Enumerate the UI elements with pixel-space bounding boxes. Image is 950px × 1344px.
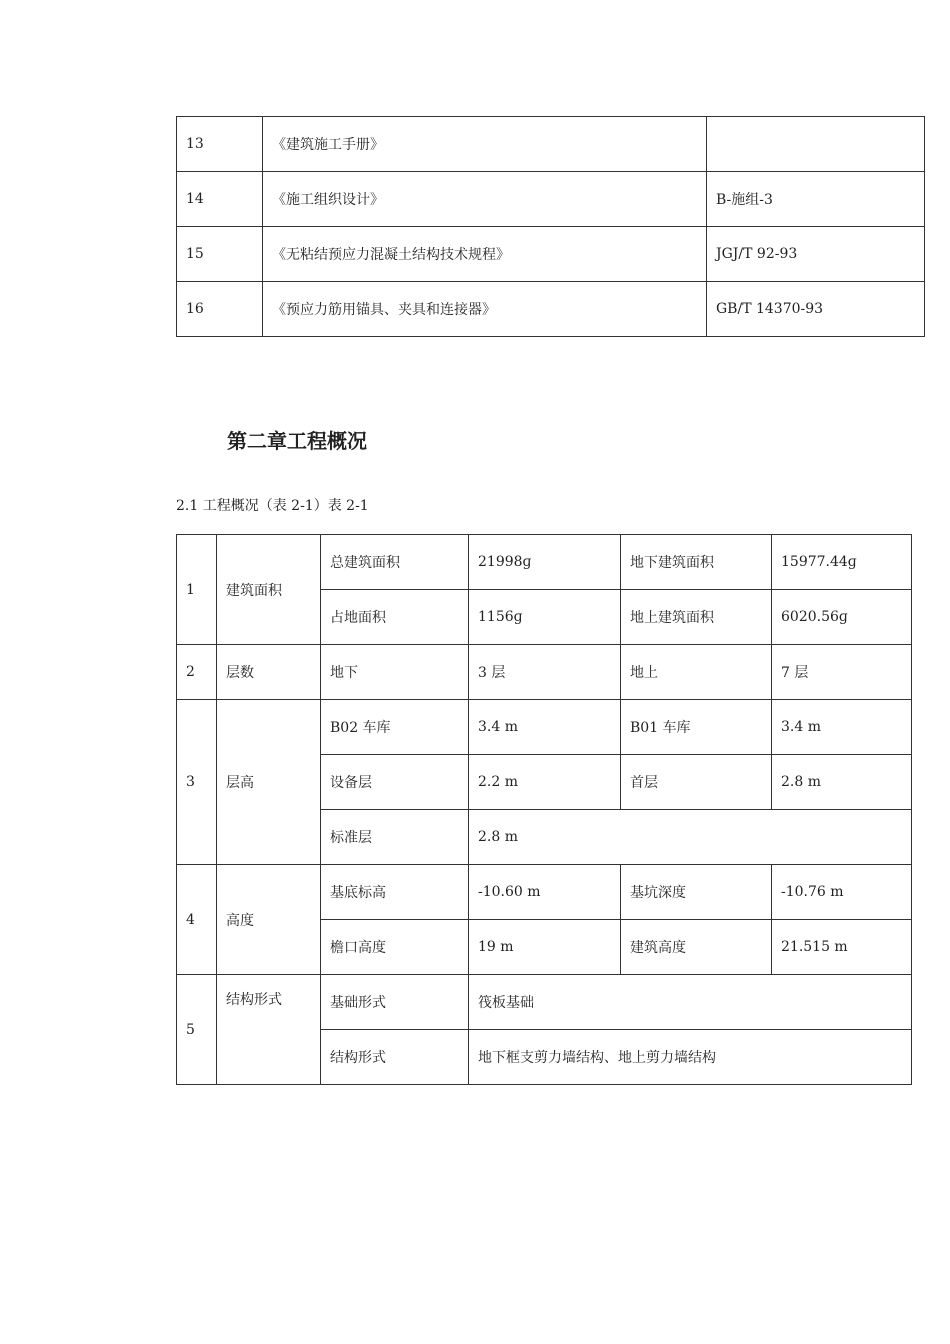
row-category: 高度	[217, 865, 321, 975]
ref-title: 《建筑施工手册》	[263, 117, 707, 172]
row-number: 4	[177, 865, 217, 975]
ref-number: 16	[177, 282, 263, 337]
cell-label: 地下建筑面积	[621, 535, 772, 590]
row-number: 3	[177, 700, 217, 865]
row-number: 2	[177, 645, 217, 700]
cell-value: 6020.56ɡ	[772, 590, 912, 645]
reference-standards-table	[176, 116, 925, 337]
cell-label: 标准层	[321, 810, 469, 865]
cell-label: 总建筑面积	[321, 535, 469, 590]
cell-label: 建筑高度	[621, 920, 772, 975]
row-category: 结构形式	[217, 975, 321, 1085]
cell-label: B01 车库	[621, 700, 772, 755]
chapter-title: 第二章工程概况	[227, 429, 367, 453]
cell-label: 地下	[321, 645, 469, 700]
ref-title: 《无粘结预应力混凝土结构技术规程》	[263, 227, 707, 282]
cell-value: 3.4 m	[772, 700, 912, 755]
row-category: 建筑面积	[217, 535, 321, 645]
cell-value: -10.60 m	[469, 865, 621, 920]
table-row	[177, 227, 925, 282]
table-row	[177, 700, 912, 755]
table-row	[177, 865, 912, 920]
row-number: 1	[177, 535, 217, 645]
cell-value: 3.4 m	[469, 700, 621, 755]
cell-label: 基坑深度	[621, 865, 772, 920]
cell-value: 3 层	[469, 645, 621, 700]
cell-label: 檐口高度	[321, 920, 469, 975]
cell-value: 21.515 m	[772, 920, 912, 975]
ref-number: 13	[177, 117, 263, 172]
ref-title: 《施工组织设计》	[263, 172, 707, 227]
cell-label: 地上	[621, 645, 772, 700]
cell-label: 设备层	[321, 755, 469, 810]
cell-value: 地下框支剪力墙结构、地上剪力墙结构	[469, 1030, 912, 1085]
table-row	[177, 975, 912, 1030]
table-row	[177, 117, 925, 172]
ref-title: 《预应力筋用锚具、夹具和连接器》	[263, 282, 707, 337]
ref-code: B-施组-3	[707, 172, 925, 227]
ref-code	[707, 117, 925, 172]
cell-label: B02 车库	[321, 700, 469, 755]
cell-label: 地上建筑面积	[621, 590, 772, 645]
cell-label: 占地面积	[321, 590, 469, 645]
table-row	[177, 172, 925, 227]
cell-value: 2.8 m	[772, 755, 912, 810]
cell-value: 2.2 m	[469, 755, 621, 810]
cell-value: -10.76 m	[772, 865, 912, 920]
table-row	[177, 535, 912, 590]
table-row	[177, 645, 912, 700]
row-category: 层数	[217, 645, 321, 700]
table-caption: 2.1 工程概况（表 2-1）表 2-1	[176, 498, 369, 514]
cell-value: 筏板基础	[469, 975, 912, 1030]
cell-label: 结构形式	[321, 1030, 469, 1085]
cell-value: 19 m	[469, 920, 621, 975]
ref-number: 15	[177, 227, 263, 282]
ref-code: GB/T 14370-93	[707, 282, 925, 337]
cell-value: 2.8 m	[469, 810, 912, 865]
table-row	[177, 282, 925, 337]
ref-code: JGJ/T 92-93	[707, 227, 925, 282]
cell-label: 基础形式	[321, 975, 469, 1030]
cell-value: 7 层	[772, 645, 912, 700]
row-number: 5	[177, 975, 217, 1085]
cell-value: 1156ɡ	[469, 590, 621, 645]
ref-number: 14	[177, 172, 263, 227]
row-category: 层高	[217, 700, 321, 865]
project-overview-table	[176, 534, 912, 1085]
cell-value: 15977.44ɡ	[772, 535, 912, 590]
cell-label: 基底标高	[321, 865, 469, 920]
cell-value: 21998ɡ	[469, 535, 621, 590]
cell-label: 首层	[621, 755, 772, 810]
